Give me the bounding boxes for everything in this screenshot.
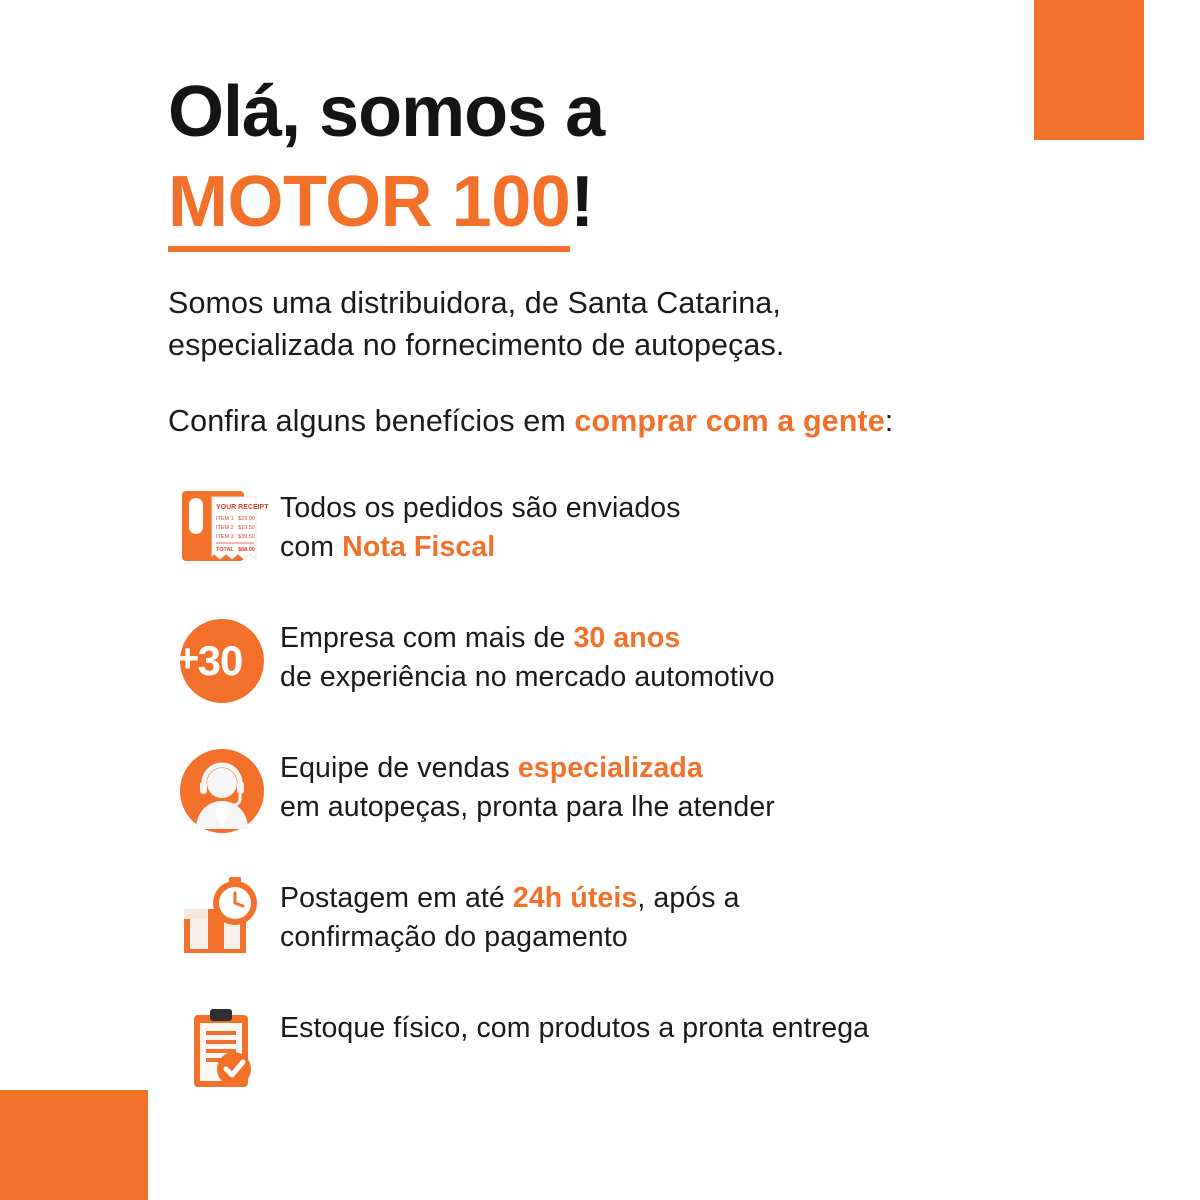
intro-line-1: Somos uma distribuidora, de Santa Catarina,: [168, 286, 781, 320]
badge-circle: [176, 619, 264, 703]
decorative-square-bottom-left: [0, 1090, 148, 1200]
clipboard-check-icon: [168, 1003, 276, 1099]
svg-text:ITEM 2: ITEM 2: [216, 525, 234, 532]
benefit-1-line1: Todos os pedidos são enviados: [280, 492, 681, 525]
brand-title: [168, 162, 1118, 242]
svg-text:YOUR RECEIPT: YOUR RECEIPT: [216, 504, 269, 512]
list-item-text: [276, 613, 775, 697]
benefits-lead-highlight: comprar com a gente: [574, 404, 885, 439]
package-stopwatch-icon: [168, 873, 276, 969]
svg-text:$39.50: $39.50: [238, 534, 255, 541]
benefit-4-line1-prefix: Postagem em até: [280, 882, 513, 915]
page-title: [168, 72, 1118, 152]
receipt-icon: [168, 483, 276, 579]
benefits-lead-prefix: Confira alguns benefícios em: [168, 404, 575, 439]
benefit-2-line1-highlight: 30 anos: [573, 622, 681, 655]
benefits-lead: [168, 404, 1118, 439]
badge-number: 30: [197, 637, 243, 685]
benefit-3-line2: em autopeças, pronta para lhe atender: [280, 790, 775, 823]
benefit-2-line2: de experiência no mercado automotivo: [280, 660, 775, 693]
benefits-list: [168, 483, 1118, 1099]
brand-name: MOTOR 100: [168, 162, 570, 252]
benefit-3-line1-prefix: Equipe de vendas: [280, 752, 518, 785]
list-item: [168, 873, 1118, 969]
benefit-4-line2: confirmação do pagamento: [280, 920, 628, 953]
benefit-5-line1: Estoque físico, com produtos a pronta entrega: [280, 1012, 870, 1045]
svg-text:ITEM 1: ITEM 1: [216, 516, 234, 523]
svg-text:TOTAL: TOTAL: [216, 547, 234, 554]
list-item: [168, 743, 1118, 839]
brand-exclamation: !: [570, 162, 594, 242]
headset-agent-icon: [168, 743, 276, 839]
list-item-text: [276, 873, 740, 957]
intro-paragraph: [168, 282, 1118, 366]
headline-line1: Olá, somos a: [168, 72, 605, 152]
benefit-4-line1-highlight: 24h úteis: [512, 882, 638, 915]
svg-text:$19.50: $19.50: [238, 525, 255, 532]
benefit-4-line1-suffix: , após a: [637, 882, 740, 915]
benefit-1-line2-highlight: Nota Fiscal: [342, 530, 496, 563]
svg-text:$29.00: $29.00: [238, 516, 255, 523]
benefit-3-line1-highlight: especializada: [517, 752, 703, 785]
list-item-text: [276, 1003, 869, 1048]
list-item-text: [276, 743, 775, 827]
list-item: [168, 613, 1118, 709]
list-item: [168, 483, 1118, 579]
intro-line-2: especializada no fornecimento de autopeças.: [168, 328, 785, 363]
svg-text:$88.00: $88.00: [238, 547, 255, 554]
benefit-2-line1-prefix: Empresa com mais de: [280, 622, 574, 655]
benefits-lead-suffix: :: [884, 404, 894, 439]
plus-30-badge-icon: [168, 613, 276, 709]
benefit-1-line2-prefix: com: [280, 530, 343, 563]
list-item-text: [276, 483, 681, 567]
badge-plus-sign: +: [176, 636, 200, 681]
poster-content: [168, 72, 1118, 1099]
list-item: [168, 1003, 1118, 1099]
svg-text:ITEM 3: ITEM 3: [216, 534, 234, 541]
